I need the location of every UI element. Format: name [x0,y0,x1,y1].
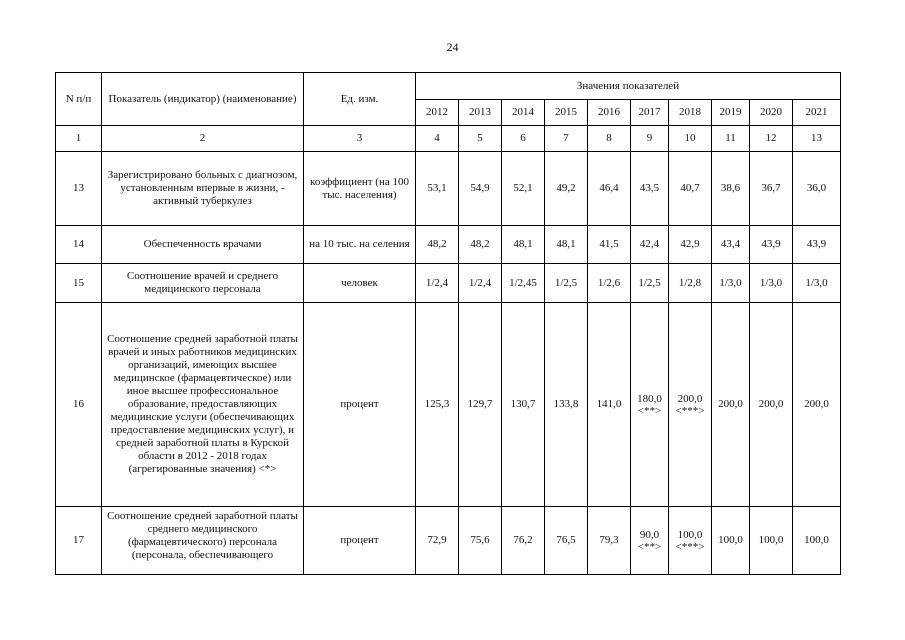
row-number: 14 [56,226,102,264]
unit-header: Ед. изм. [304,73,416,126]
value-cell: 100,0 [750,507,793,575]
value-cell: 46,4 [588,152,631,226]
value-cell: 200,0 [712,303,750,507]
value: 200,0 [677,392,703,405]
row-number: 15 [56,264,102,303]
footnote-ref: <**> [637,540,662,553]
value-cell: 76,5 [545,507,588,575]
column-number: 1 [56,126,102,152]
table-row [56,152,841,226]
value-cell: 1/2,6 [588,264,631,303]
year-header: 2015 [545,100,588,126]
header-row [56,73,841,100]
value-cell: 36,0 [793,152,841,226]
column-number-row [56,126,841,152]
column-number: 9 [631,126,669,152]
value-cell: 49,2 [545,152,588,226]
value: 100,0 [677,528,703,541]
indicator-name [102,152,304,226]
value-cell: 36,7 [750,152,793,226]
value-cell: 40,7 [669,152,712,226]
indicator-name-text: Зарегистрировано больных с диагнозом, установленным впервые в жизни, - активный туберкулез [107,169,298,207]
column-number: 6 [502,126,545,152]
column-number: 12 [750,126,793,152]
footnote-ref: <***> [675,404,705,417]
value-cell: 1/2,5 [545,264,588,303]
value-cell: 1/2,4 [416,264,459,303]
indicator-header: Показатель (индикатор) (наименование) [102,73,304,126]
value-cell [631,507,669,575]
unit: на 10 тыс. на селения [304,226,416,264]
indicators-table [55,72,841,575]
value-cell: 43,4 [712,226,750,264]
indicator-name-text: Соотношение средней заработной платы среднего медицинского (фармацевтического) персонала (персонала, обеспечивающего [107,509,298,561]
value-cell [669,507,712,575]
table-row [56,226,841,264]
table-row [56,264,841,303]
indicator-name-text: Обеспеченность врачами [143,238,262,250]
value-cell: 1/3,0 [750,264,793,303]
column-number: 11 [712,126,750,152]
value-cell: 48,2 [416,226,459,264]
value-cell: 133,8 [545,303,588,507]
year-header: 2014 [502,100,545,126]
value-cell: 54,9 [459,152,502,226]
column-number: 4 [416,126,459,152]
value-cell [669,303,712,507]
value-cell: 42,4 [631,226,669,264]
value-cell: 38,6 [712,152,750,226]
year-header: 2013 [459,100,502,126]
footnote-ref: <***> [675,540,705,553]
value-cell: 42,9 [669,226,712,264]
unit: процент [304,507,416,575]
value-cell: 1/3,0 [793,264,841,303]
indicator-name-text: Соотношение врачей и среднего медицинского персонала [126,270,279,295]
value-cell: 43,9 [750,226,793,264]
value-cell: 100,0 [793,507,841,575]
indicator-name [102,264,304,303]
column-number: 3 [304,126,416,152]
value-cell: 79,3 [588,507,631,575]
value-cell: 48,2 [459,226,502,264]
indicator-name-text: Соотношение средней заработной платы врачей и иных работников медицинских организаций, имеющих высшее медицинское (фармацевтическое) или иное высшее профессиональное образование, предоставляющих медицинские услуги (обеспечивающих предоставление медицинских услуг), и средней заработной платы в Курской области в 2012 - 2018 годах (агрегированные значения) <*> [107,333,298,475]
year-header: 2012 [416,100,459,126]
value: 90,0 [639,528,660,541]
value-cell: 200,0 [750,303,793,507]
value-cell: 48,1 [545,226,588,264]
value-cell: 75,6 [459,507,502,575]
value-cell: 100,0 [712,507,750,575]
value-cell: 1/2,45 [502,264,545,303]
unit: человек [304,264,416,303]
column-number: 2 [102,126,304,152]
value-cell: 43,5 [631,152,669,226]
table-row [56,507,841,575]
value-cell: 1/2,5 [631,264,669,303]
column-number: 8 [588,126,631,152]
year-header: 2020 [750,100,793,126]
column-number: 7 [545,126,588,152]
unit: коэффициент (на 100 тыс. населения) [304,152,416,226]
year-header: 2016 [588,100,631,126]
row-number: 16 [56,303,102,507]
value-cell [631,303,669,507]
row-number: 13 [56,152,102,226]
year-header: 2017 [631,100,669,126]
value-cell: 76,2 [502,507,545,575]
indicator-name [102,226,304,264]
value-cell: 43,9 [793,226,841,264]
value-cell: 130,7 [502,303,545,507]
value-cell: 1/3,0 [712,264,750,303]
column-number: 10 [669,126,712,152]
value-cell: 200,0 [793,303,841,507]
year-header: 2018 [669,100,712,126]
year-header: 2021 [793,100,841,126]
values-header: Значения показателей [416,73,841,100]
column-number: 5 [459,126,502,152]
num-header: N п/п [56,73,102,126]
value: 180,0 [637,392,662,405]
year-header: 2019 [712,100,750,126]
page-number: 24 [446,40,459,54]
value-cell: 125,3 [416,303,459,507]
value-cell: 1/2,8 [669,264,712,303]
value-cell: 48,1 [502,226,545,264]
table-body [56,73,841,575]
footnote-ref: <**> [637,404,662,417]
value-cell: 41,5 [588,226,631,264]
value-cell: 52,1 [502,152,545,226]
unit: процент [304,303,416,507]
table-row [56,303,841,507]
value-cell: 53,1 [416,152,459,226]
value-cell: 141,0 [588,303,631,507]
value-cell: 1/2,4 [459,264,502,303]
indicator-name [102,303,304,507]
column-number: 13 [793,126,841,152]
row-number: 17 [56,507,102,575]
indicator-name [102,507,304,575]
value-cell: 72,9 [416,507,459,575]
value-cell: 129,7 [459,303,502,507]
